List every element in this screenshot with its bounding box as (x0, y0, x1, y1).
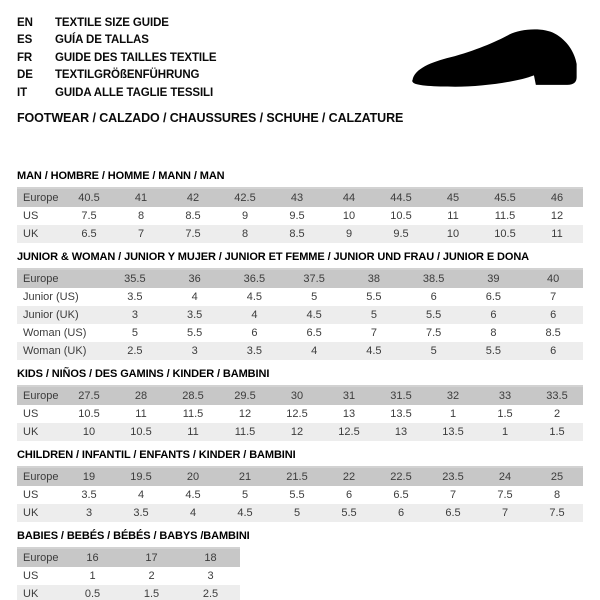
size-value-cell: 5.5 (485, 345, 502, 358)
size-value-cell: 4 (189, 507, 197, 520)
size-value-cell: 8.5 (289, 228, 305, 241)
language-code: DE (17, 69, 33, 82)
size-value-cell: 5.5 (289, 489, 305, 502)
size-value-cell: 46 (550, 192, 564, 205)
size-value-cell: 8 (490, 327, 497, 340)
size-value-cell: 1.5 (143, 588, 160, 600)
size-value-cell: 1 (501, 426, 509, 439)
language-label: GUIDA ALLE TAGLIE TESSILI (55, 86, 214, 99)
size-value-cell: 11 (135, 408, 147, 421)
size-value-cell: 4.5 (366, 345, 382, 358)
size-value-cell: 8 (137, 210, 145, 223)
size-value-cell: 10 (446, 228, 460, 241)
size-value-cell: 6.5 (445, 507, 461, 520)
row-label-cell: US (23, 408, 39, 421)
size-value-cell: 33 (498, 390, 512, 403)
size-value-cell: 5.5 (341, 507, 357, 520)
row-label-cell: Woman (US) (23, 327, 87, 340)
size-value-cell: 12 (550, 210, 564, 223)
size-row (17, 405, 583, 423)
size-value-cell: 30 (290, 390, 304, 403)
size-row (17, 423, 583, 441)
language-code: FR (17, 51, 33, 64)
size-value-cell: 2 (148, 570, 155, 583)
section-title: JUNIOR & WOMAN / JUNIOR Y MUJER / JUNIOR ET FEMME / JUNIOR UND FRAU / JUNIOR E DONA (17, 251, 530, 264)
size-value-cell: 38 (367, 273, 380, 286)
row-label-cell: Europe (23, 552, 59, 565)
size-value-cell: 6 (251, 327, 258, 340)
size-value-cell: 7 (137, 228, 145, 241)
section-children (17, 449, 583, 522)
size-value-cell: 31 (342, 390, 356, 403)
size-table-babies (17, 547, 240, 600)
language-label: TEXTILGRÖßENFÜHRUNG (55, 69, 200, 82)
size-value-cell: 1.5 (549, 426, 565, 439)
row-label-cell: Woman (UK) (23, 345, 87, 358)
size-value-cell: 2.5 (127, 345, 143, 358)
size-row (17, 567, 240, 585)
size-value-cell: 40.5 (78, 192, 100, 205)
section-title: KIDS / NIÑOS / DES GAMINS / KINDER / BAMBINI (17, 368, 270, 381)
size-row (17, 288, 583, 306)
size-row (17, 225, 583, 243)
size-table-kids (17, 385, 583, 441)
size-row (17, 386, 583, 405)
row-label-cell: US (23, 489, 39, 502)
row-label-cell: US (23, 210, 39, 223)
size-value-cell: 6.5 (306, 327, 322, 340)
size-row (17, 324, 583, 342)
language-code: EN (17, 17, 33, 29)
size-value-cell: 44 (342, 192, 356, 205)
size-value-cell: 6 (550, 309, 557, 322)
size-value-cell: 11.5 (234, 426, 256, 439)
language-label: TEXTILE SIZE GUIDE (55, 17, 169, 29)
size-value-cell: 3 (207, 570, 214, 583)
size-value-cell: 24 (498, 471, 512, 484)
size-value-cell: 2 (553, 408, 561, 421)
size-value-cell: 25 (550, 471, 564, 484)
size-value-cell: 19.5 (130, 471, 152, 484)
size-value-cell: 0.5 (84, 588, 101, 600)
section-man (17, 170, 583, 243)
row-label-cell: Europe (23, 273, 59, 286)
size-value-cell: 19 (82, 471, 96, 484)
size-value-cell: 36.5 (243, 273, 266, 286)
size-table-junior-woman (17, 268, 583, 360)
size-value-cell: 43 (290, 192, 304, 205)
size-value-cell: 10.5 (130, 426, 152, 439)
size-value-cell: 7.5 (425, 327, 442, 340)
size-value-cell: 45 (446, 192, 460, 205)
size-value-cell: 10.5 (494, 228, 516, 241)
category-title: FOOTWEAR / CALZADO / CHAUSSURES / SCHUHE / CALZATURE (17, 111, 404, 126)
row-label-cell: UK (23, 507, 39, 520)
section-junior-woman (17, 251, 583, 360)
size-value-cell: 6 (430, 291, 437, 304)
size-value-cell: 7 (501, 507, 509, 520)
section-babies (17, 530, 583, 600)
size-value-cell: 6 (490, 309, 497, 322)
language-code: ES (17, 34, 33, 47)
row-label-cell: Junior (UK) (23, 309, 79, 322)
size-value-cell: 8 (553, 489, 561, 502)
size-value-cell: 9 (345, 228, 353, 241)
size-value-cell: 13 (394, 426, 408, 439)
size-row (17, 342, 583, 360)
size-value-cell: 5.5 (186, 327, 203, 340)
size-value-cell: 9.5 (289, 210, 305, 223)
size-value-cell: 11 (551, 228, 563, 241)
size-value-cell: 7.5 (81, 210, 97, 223)
size-value-cell: 5.5 (425, 309, 442, 322)
size-value-cell: 22 (342, 471, 356, 484)
size-value-cell: 7 (370, 327, 377, 340)
size-value-cell: 4 (251, 309, 258, 322)
size-value-cell: 13.5 (442, 426, 464, 439)
size-value-cell: 28 (134, 390, 148, 403)
size-value-cell: 7.5 (549, 507, 565, 520)
size-value-cell: 12.5 (286, 408, 308, 421)
language-label: GUIDE DES TAILLES TEXTILE (55, 51, 217, 64)
size-value-cell: 7.5 (497, 489, 513, 502)
size-value-cell: 11.5 (494, 210, 516, 223)
size-value-cell: 22.5 (390, 471, 412, 484)
size-value-cell: 21.5 (286, 471, 308, 484)
size-value-cell: 4.5 (306, 309, 322, 322)
size-value-cell: 3.5 (127, 291, 143, 304)
size-value-cell: 2.5 (202, 588, 219, 600)
size-value-cell: 41 (134, 192, 148, 205)
size-row (17, 585, 240, 600)
size-value-cell: 1 (89, 570, 96, 583)
size-value-cell: 11 (187, 426, 199, 439)
size-value-cell: 6.5 (485, 291, 502, 304)
size-value-cell: 38.5 (422, 273, 445, 286)
row-label-cell: UK (23, 588, 39, 600)
size-value-cell: 3.5 (81, 489, 97, 502)
size-value-cell: 4 (311, 345, 318, 358)
size-value-cell: 42.5 (234, 192, 256, 205)
size-value-cell: 36 (188, 273, 201, 286)
size-value-cell: 13 (342, 408, 356, 421)
size-value-cell: 39 (487, 273, 500, 286)
size-value-cell: 28.5 (182, 390, 204, 403)
size-value-cell: 7.5 (185, 228, 201, 241)
size-value-cell: 37.5 (303, 273, 325, 286)
size-value-cell: 1 (449, 408, 457, 421)
size-value-cell: 16 (86, 552, 99, 565)
size-value-cell: 11 (447, 210, 459, 223)
size-row (17, 486, 583, 504)
size-value-cell: 17 (145, 552, 158, 565)
size-value-cell: 10 (82, 426, 96, 439)
size-value-cell: 12 (290, 426, 304, 439)
size-value-cell: 45.5 (494, 192, 516, 205)
size-value-cell: 12 (238, 408, 252, 421)
section-title: CHILDREN / INFANTIL / ENFANTS / KINDER / BAMBINI (17, 449, 296, 462)
row-label-cell: UK (23, 228, 39, 241)
size-value-cell: 9 (241, 210, 249, 223)
size-value-cell: 12.5 (338, 426, 360, 439)
size-value-cell: 4.5 (246, 291, 263, 304)
row-label-cell: US (23, 570, 39, 583)
size-value-cell: 8.5 (185, 210, 201, 223)
size-value-cell: 11.5 (182, 408, 204, 421)
row-label-cell: Europe (23, 192, 59, 205)
size-value-cell: 18 (204, 552, 217, 565)
size-value-cell: 8 (241, 228, 249, 241)
size-value-cell: 27.5 (78, 390, 100, 403)
size-table-children (17, 466, 583, 522)
size-value-cell: 6 (345, 489, 353, 502)
size-value-cell: 7 (449, 489, 457, 502)
size-value-cell: 10 (342, 210, 356, 223)
size-value-cell: 3.5 (133, 507, 149, 520)
shoe-icon (405, 26, 587, 100)
size-value-cell: 5 (241, 489, 249, 502)
row-label-cell: Europe (23, 390, 59, 403)
size-row (17, 306, 583, 324)
size-row (17, 467, 583, 486)
size-value-cell: 44.5 (390, 192, 412, 205)
size-value-cell: 29.5 (234, 390, 256, 403)
size-value-cell: 9.5 (393, 228, 409, 241)
size-value-cell: 5 (311, 291, 318, 304)
size-row (17, 207, 583, 225)
size-value-cell: 4 (137, 489, 145, 502)
size-row (17, 504, 583, 522)
language-label: GUÍA DE TALLAS (55, 34, 149, 47)
size-value-cell: 6.5 (393, 489, 409, 502)
section-kids (17, 368, 583, 441)
size-value-cell: 4 (191, 291, 198, 304)
size-value-cell: 3 (191, 345, 198, 358)
size-value-cell: 5 (293, 507, 301, 520)
size-value-cell: 6 (550, 345, 557, 358)
size-value-cell: 7 (550, 291, 557, 304)
section-title: BABIES / BEBÉS / BÉBÉS / BABYS /BAMBINI (17, 530, 250, 543)
size-table-man (17, 187, 583, 243)
size-row (17, 269, 583, 288)
size-value-cell: 42 (186, 192, 200, 205)
size-value-cell: 32 (446, 390, 460, 403)
size-value-cell: 3 (85, 507, 93, 520)
size-value-cell: 5 (131, 327, 138, 340)
size-value-cell: 13.5 (390, 408, 412, 421)
size-value-cell: 33.5 (546, 390, 568, 403)
size-value-cell: 4.5 (185, 489, 201, 502)
size-value-cell: 21 (238, 471, 252, 484)
size-value-cell: 31.5 (390, 390, 412, 403)
size-value-cell: 10.5 (78, 408, 100, 421)
size-value-cell: 20 (186, 471, 200, 484)
size-value-cell: 10.5 (390, 210, 412, 223)
size-value-cell: 6 (397, 507, 405, 520)
size-value-cell: 23.5 (442, 471, 464, 484)
size-value-cell: 3.5 (246, 345, 263, 358)
size-value-cell: 3 (131, 309, 138, 322)
size-value-cell: 5 (430, 345, 437, 358)
size-value-cell: 35.5 (124, 273, 146, 286)
size-value-cell: 5 (370, 309, 377, 322)
section-title: MAN / HOMBRE / HOMME / MANN / MAN (17, 170, 225, 183)
size-row (17, 548, 240, 567)
size-value-cell: 6.5 (81, 228, 97, 241)
row-label-cell: Junior (US) (23, 291, 79, 304)
row-label-cell: UK (23, 426, 39, 439)
size-row (17, 188, 583, 207)
size-value-cell: 1.5 (497, 408, 513, 421)
row-label-cell: Europe (23, 471, 59, 484)
size-value-cell: 40 (547, 273, 560, 286)
language-code: IT (17, 86, 28, 99)
size-value-cell: 4.5 (237, 507, 253, 520)
size-value-cell: 5.5 (366, 291, 382, 304)
size-value-cell: 8.5 (545, 327, 561, 340)
size-value-cell: 3.5 (186, 309, 203, 322)
